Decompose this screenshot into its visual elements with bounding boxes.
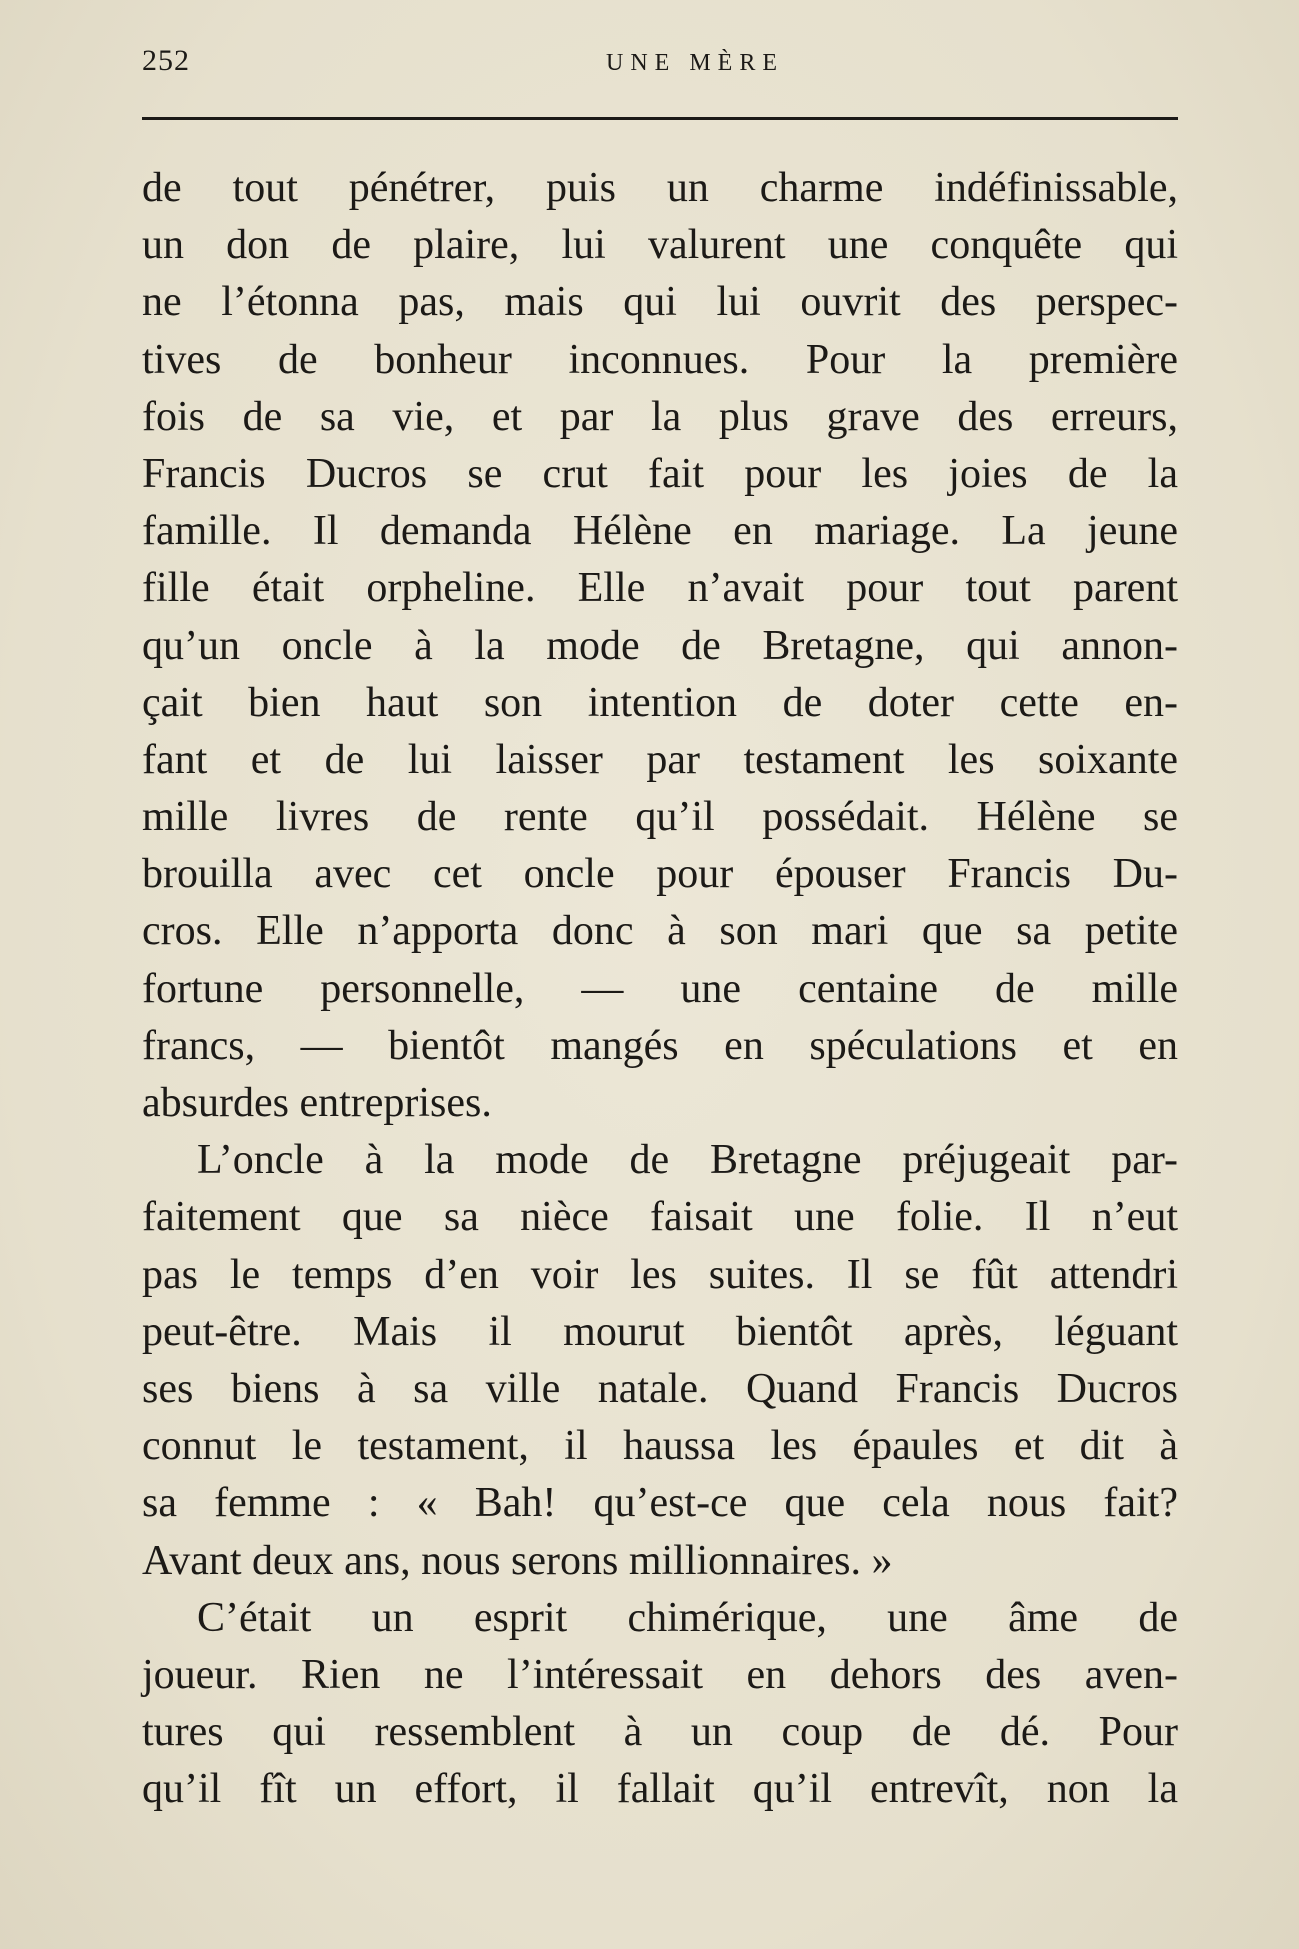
text-line-paragraph-end: absurdes entreprises. [142, 1080, 492, 1126]
text-line: Francis Ducros se crut fait pour les joies de la [142, 450, 1178, 497]
text-line: connut le testament, il haussa les épaules et dit à [142, 1423, 1178, 1470]
text-line-paragraph-start: L’oncle à la mode de Bretagne préjugeait par- [197, 1137, 1178, 1184]
text-line: cros. Elle n’apporta donc à son mari que sa petite [142, 908, 1178, 955]
body-text [142, 160, 1178, 1818]
text-line: tives de bonheur inconnues. Pour la première [142, 336, 1178, 383]
text-line: brouilla avec cet oncle pour épouser Francis Du- [142, 851, 1178, 898]
text-line: qu’il fît un effort, il fallait qu’il entrevît, non la [142, 1766, 1178, 1813]
text-line: de tout pénétrer, puis un charme indéfinissable, [142, 165, 1178, 211]
text-line-paragraph-start: C’était un esprit chimérique, une âme de [197, 1594, 1178, 1641]
text-line: sa femme : « Bah! qu’est-ce que cela nous fait? [142, 1480, 1178, 1527]
text-line: tures qui ressemblent à un coup de dé. Pour [142, 1709, 1178, 1756]
text-line: fant et de lui laisser par testament les soixante [142, 736, 1178, 783]
text-line: ses biens à sa ville natale. Quand Francis Ducros [142, 1365, 1178, 1412]
text-line: joueur. Rien ne l’intéressait en dehors des aven- [142, 1651, 1178, 1698]
text-line: ne l’étonna pas, mais qui lui ouvrit des perspec- [142, 279, 1178, 326]
running-head: UNE MÈRE [606, 50, 784, 76]
text-line: çait bien haut son intention de doter cette en- [142, 679, 1178, 726]
header-rule [142, 117, 1178, 120]
text-line: pas le temps d’en voir les suites. Il se fût attendri [142, 1251, 1178, 1298]
text-line: qu’un oncle à la mode de Bretagne, qui annon- [142, 622, 1178, 669]
page-number: 252 [142, 44, 190, 77]
text-line: fille était orpheline. Elle n’avait pour tout parent [142, 565, 1178, 612]
text-line: famille. Il demanda Hélène en mariage. La jeune [142, 508, 1178, 555]
text-line: peut-être. Mais il mourut bientôt après, léguant [142, 1308, 1178, 1355]
text-line-paragraph-end: Avant deux ans, nous serons millionnaires. » [142, 1537, 893, 1584]
text-line: fortune personnelle, — une centaine de mille [142, 965, 1178, 1012]
text-line: mille livres de rente qu’il possédait. Hélène se [142, 794, 1178, 841]
text-line: fois de sa vie, et par la plus grave des erreurs, [142, 393, 1178, 440]
text-line: un don de plaire, lui valurent une conquête qui [142, 222, 1178, 269]
text-line: francs, — bientôt mangés en spéculations et en [142, 1022, 1178, 1069]
text-line: faitement que sa nièce faisait une folie. Il n’eut [142, 1194, 1178, 1241]
page-header [142, 44, 1178, 84]
